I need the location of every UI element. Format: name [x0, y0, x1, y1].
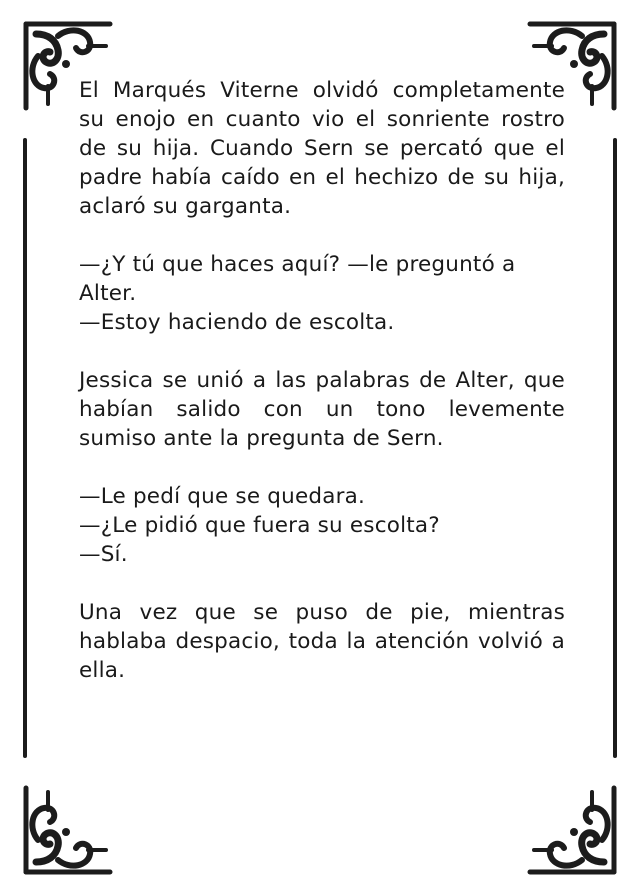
dialogue-line: —Le pedí que se quedara. [79, 484, 366, 509]
paragraph-intro: El Marqués Viterne olvidó completamente su enojo en cuanto vio el sonriente rostro de su hija. Cuando Sern se percató que el padre había caído en el hechizo de su hija, aclaró su garganta. [79, 78, 565, 219]
dialogue-line: —¿Le pidió que fuera su escolta? [79, 513, 440, 538]
paragraph-gap [79, 453, 565, 482]
paragraph-gap [79, 569, 565, 598]
frame-side-line-right [613, 138, 617, 758]
frame-side-line-left [23, 138, 27, 758]
paragraph-gap [79, 337, 565, 366]
paragraph-gap [79, 221, 565, 250]
dialogue-line: —Estoy haciendo de escolta. [79, 310, 395, 335]
paragraph-jessica: Jessica se unió a las palabras de Alter, que habían salido con un tono levemente sumiso ante la pregunta de Sern. [79, 368, 565, 451]
dialogue-line: —¿Y tú que haces aquí? —le preguntó a Alter. [79, 252, 516, 306]
corner-ornament-bottom-right [522, 780, 622, 880]
corner-ornament-bottom-left [18, 780, 118, 880]
paragraph-closing: Una vez que se puso de pie, mientras hablaba despacio, toda la atención volvió a ella. [79, 600, 565, 683]
story-text [79, 76, 565, 685]
dialogue-line: —Sí. [79, 542, 128, 567]
